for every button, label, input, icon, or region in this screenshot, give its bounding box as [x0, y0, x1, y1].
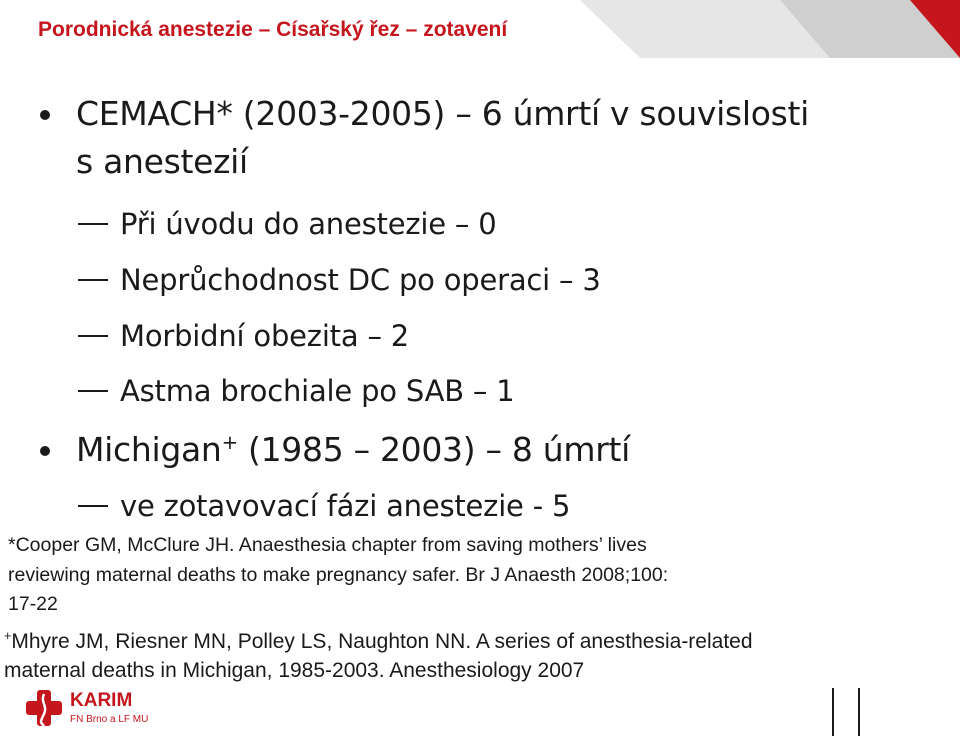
- sub-item: Morbidní obezita – 2: [78, 318, 409, 354]
- medical-cross-icon: [22, 686, 66, 730]
- bullet-dot: [40, 110, 50, 120]
- bullet-text-continued: s anestezií: [76, 142, 248, 181]
- reference-line: maternal deaths in Michigan, 1985-2003. Anesthesiology 2007: [4, 659, 585, 682]
- reference-line: *Cooper GM, McClure JH. Anaesthesia chapter from saving mothers’ lives: [8, 534, 647, 556]
- bullet-text: CEMACH* (2003-2005) – 6 úmrtí v souvislosti: [76, 94, 809, 133]
- reference-line: +Mhyre JM, Riesner MN, Polley LS, Naughton NN. A series of anesthesia-related: [4, 629, 753, 653]
- reference-line: 17-22: [8, 593, 58, 615]
- sub-item: Neprůchodnost DC po operaci – 3: [78, 262, 601, 298]
- page-title: Porodnická anestezie – Císařský řez – zotavení: [38, 18, 508, 41]
- bullet-dot: [40, 446, 50, 456]
- sub-item: Při úvodu do anestezie – 0: [78, 206, 496, 242]
- reference-line: reviewing maternal deaths to make pregnancy safer. Br J Anaesth 2008;100:: [8, 564, 669, 586]
- logo-name: KARIM: [70, 690, 133, 711]
- sub-item: ve zotavovací fázi anestezie - 5: [78, 488, 570, 524]
- bullet-text: Michigan+ (1985 – 2003) – 8 úmrtí: [76, 430, 631, 469]
- corner-decoration: [580, 0, 960, 58]
- logo-subtitle: FN Brno a LF MU: [70, 714, 149, 725]
- sub-item: Astma brochiale po SAB – 1: [78, 373, 515, 409]
- karim-logo: [22, 684, 182, 736]
- decorative-bars: [828, 688, 864, 736]
